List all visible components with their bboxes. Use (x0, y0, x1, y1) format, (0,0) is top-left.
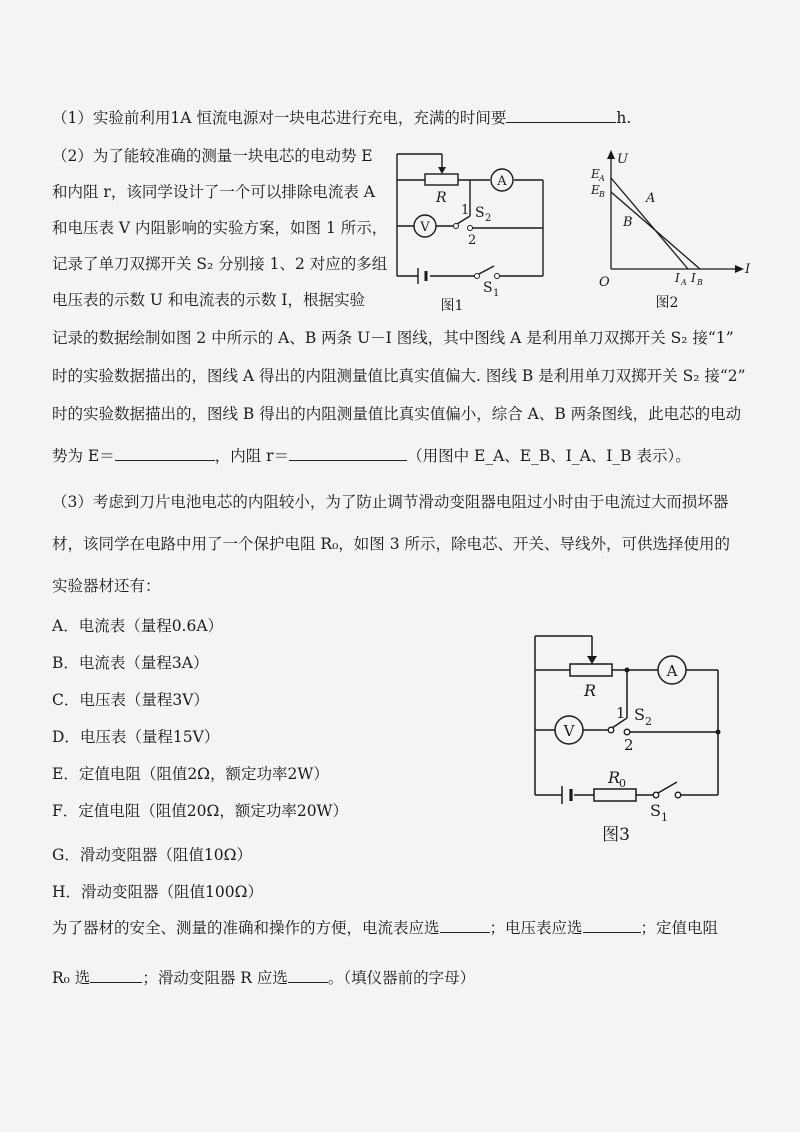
q2-line-9 (52, 444, 691, 466)
fig2-label-a: A (646, 191, 656, 206)
fig2-label-o: O (599, 275, 610, 290)
fig1-caption: 图1 (440, 298, 464, 314)
option-h: H．滑动变阻器（阻值100Ω） (52, 883, 263, 901)
q3-answer-line-2 (52, 966, 475, 988)
q2-line-3: 和电压表 V 内阻影响的实验方案，如图 1 所示， (52, 219, 388, 237)
fig3-label-s2-sub: 2 (645, 715, 652, 728)
q2-line-6: 记录的数据绘制如图 2 中所示的 A、B 两条 U－I 图线，其中图线 A 是利用单刀双掷开关 S₂ 接“1” (52, 329, 734, 347)
q3-hint: 。（填仪器前的字母） (327, 969, 476, 987)
fig2-label-ib-sub: B (697, 278, 703, 287)
rheostat-r (570, 664, 612, 676)
rheostat-question: ；滑动变阻器 R 应选 (142, 969, 288, 987)
fig3-label-2: 2 (624, 736, 634, 754)
fig3-caption: 图3 (602, 825, 630, 845)
fig2-caption: 图2 (655, 295, 679, 311)
voltmeter-question: ；电压表应选 (489, 919, 583, 937)
resistance-answer-blank[interactable] (289, 444, 407, 461)
q3-line-2: 材，该同学在电路中用了一个保护电阻 R₀，如图 3 所示，除电芯、开关、导线外，可供选择使用的 (52, 535, 731, 553)
fig1-label-s1: S (483, 280, 493, 296)
q2-line-2: 和内阻 r，该同学设计了一个可以排除电流表 A (52, 183, 375, 201)
fig2-label-ia-sub: A (681, 278, 687, 287)
option-a: A．电流表（量程0.6A） (52, 617, 224, 635)
emf-answer-blank[interactable] (115, 444, 215, 461)
fig1-label-2: 2 (468, 233, 477, 248)
fig3-label-1: 1 (616, 704, 626, 722)
q2-emf-label: 势为 E＝ (52, 447, 115, 465)
fig1-label-v: V (420, 220, 430, 235)
q3-line-3: 实验器材还有： (52, 577, 161, 595)
fig3-label-r0-sub: 0 (619, 777, 626, 790)
option-d: D．电压表（量程15V） (52, 728, 220, 746)
voltmeter-answer-blank[interactable] (583, 916, 641, 933)
q3-answer-line-1 (52, 916, 718, 938)
resistor-answer-blank[interactable] (90, 966, 142, 983)
q2-line-7: 时的实验数据描出的，图线 A 得出的内阻测量值比真实值偏大. 图线 B 是利用单刀双掷开关 S₂ 接“2” (52, 367, 746, 385)
line-b (611, 192, 700, 269)
option-g: G．滑动变阻器（阻值10Ω） (52, 846, 252, 864)
fig2-label-ea: E (591, 167, 600, 181)
option-c: C．电压表（量程3V） (52, 691, 209, 709)
fig3-label-r: R (584, 681, 597, 700)
fig2-label-ea-sub: A (599, 174, 605, 183)
fig3-label-s1-sub: 1 (661, 811, 668, 824)
q3-line-1: （3）考虑到刀片电池电芯的内阻较小，为了防止调节滑动变阻器电阻过小时由于电流过大而损坏器 (52, 493, 729, 511)
q2-line-1: （2）为了能较准确的测量一块电芯的电动势 E (52, 147, 373, 165)
option-f: F．定值电阻（阻值20Ω，额定功率20W） (52, 802, 348, 820)
protective-resistor (594, 789, 636, 801)
fig2-label-u: U (617, 152, 628, 167)
q1-text: （1）实验前利用1A 恒流电源对一块电芯进行充电，充满的时间要 (52, 109, 507, 127)
option-e: E．定值电阻（阻值2Ω，额定功率2W） (52, 765, 329, 783)
option-b: B．电流表（量程3A） (52, 654, 209, 672)
ammeter-answer-blank[interactable] (440, 916, 490, 933)
fig1-label-r: R (436, 190, 447, 206)
fig1-label-s1-sub: 1 (493, 288, 500, 299)
fig2-label-eb: E (591, 183, 600, 197)
fig2-label-b: B (623, 215, 633, 230)
resistor-question-start: ；定值电阻 (640, 919, 719, 937)
resistor-question: R₀ 选 (52, 969, 91, 987)
q2-hint: （用图中 E_A、E_B、I_A、I_B 表示）。 (407, 447, 691, 465)
i-axis-arrow (735, 265, 744, 273)
fig3-label-a: A (666, 662, 678, 680)
fig2-label-i: I (745, 262, 751, 277)
fig3-label-r0: R (608, 768, 621, 787)
rheostat (425, 174, 458, 185)
fig1-label-s2: S (475, 205, 485, 221)
fig2-label-ia: I (675, 271, 680, 285)
fig2-label-ib: I (691, 271, 696, 285)
question-1 (52, 106, 631, 128)
q2-line-4: 记录了单刀双掷开关 S₂ 分别接 1、2 对应的多组 (52, 255, 388, 273)
q1-answer-blank[interactable] (506, 106, 616, 123)
fig1-label-s2-sub: 2 (485, 213, 492, 224)
rheostat-answer-blank[interactable] (288, 966, 328, 983)
figure-1-circuit (380, 140, 560, 315)
fig1-label-1: 1 (461, 203, 470, 218)
q2-line-5: 电压表的示数 U 和电流表的示数 I，根据实验 (52, 291, 365, 309)
figure-2-graph (585, 148, 755, 313)
figure-3-circuit (520, 628, 730, 848)
fig2-label-eb-sub: B (599, 190, 605, 199)
q2-line-8: 时的实验数据描出的，图线 B 得出的内阻测量值比真实值偏小，综合 A、B 两条图线，此电芯的电动 (52, 405, 742, 423)
fig3-label-s1: S (650, 801, 661, 820)
fig3-label-v: V (563, 722, 575, 740)
ammeter-question: 为了器材的安全、测量的准确和操作的方便，电流表应选 (52, 919, 440, 937)
fig3-label-s2: S (634, 705, 645, 724)
q1-unit: h. (616, 109, 632, 127)
fig1-label-a: A (497, 174, 507, 189)
q2-resistance-label: ，内阻 r＝ (214, 447, 290, 465)
u-axis-arrow (607, 150, 615, 159)
